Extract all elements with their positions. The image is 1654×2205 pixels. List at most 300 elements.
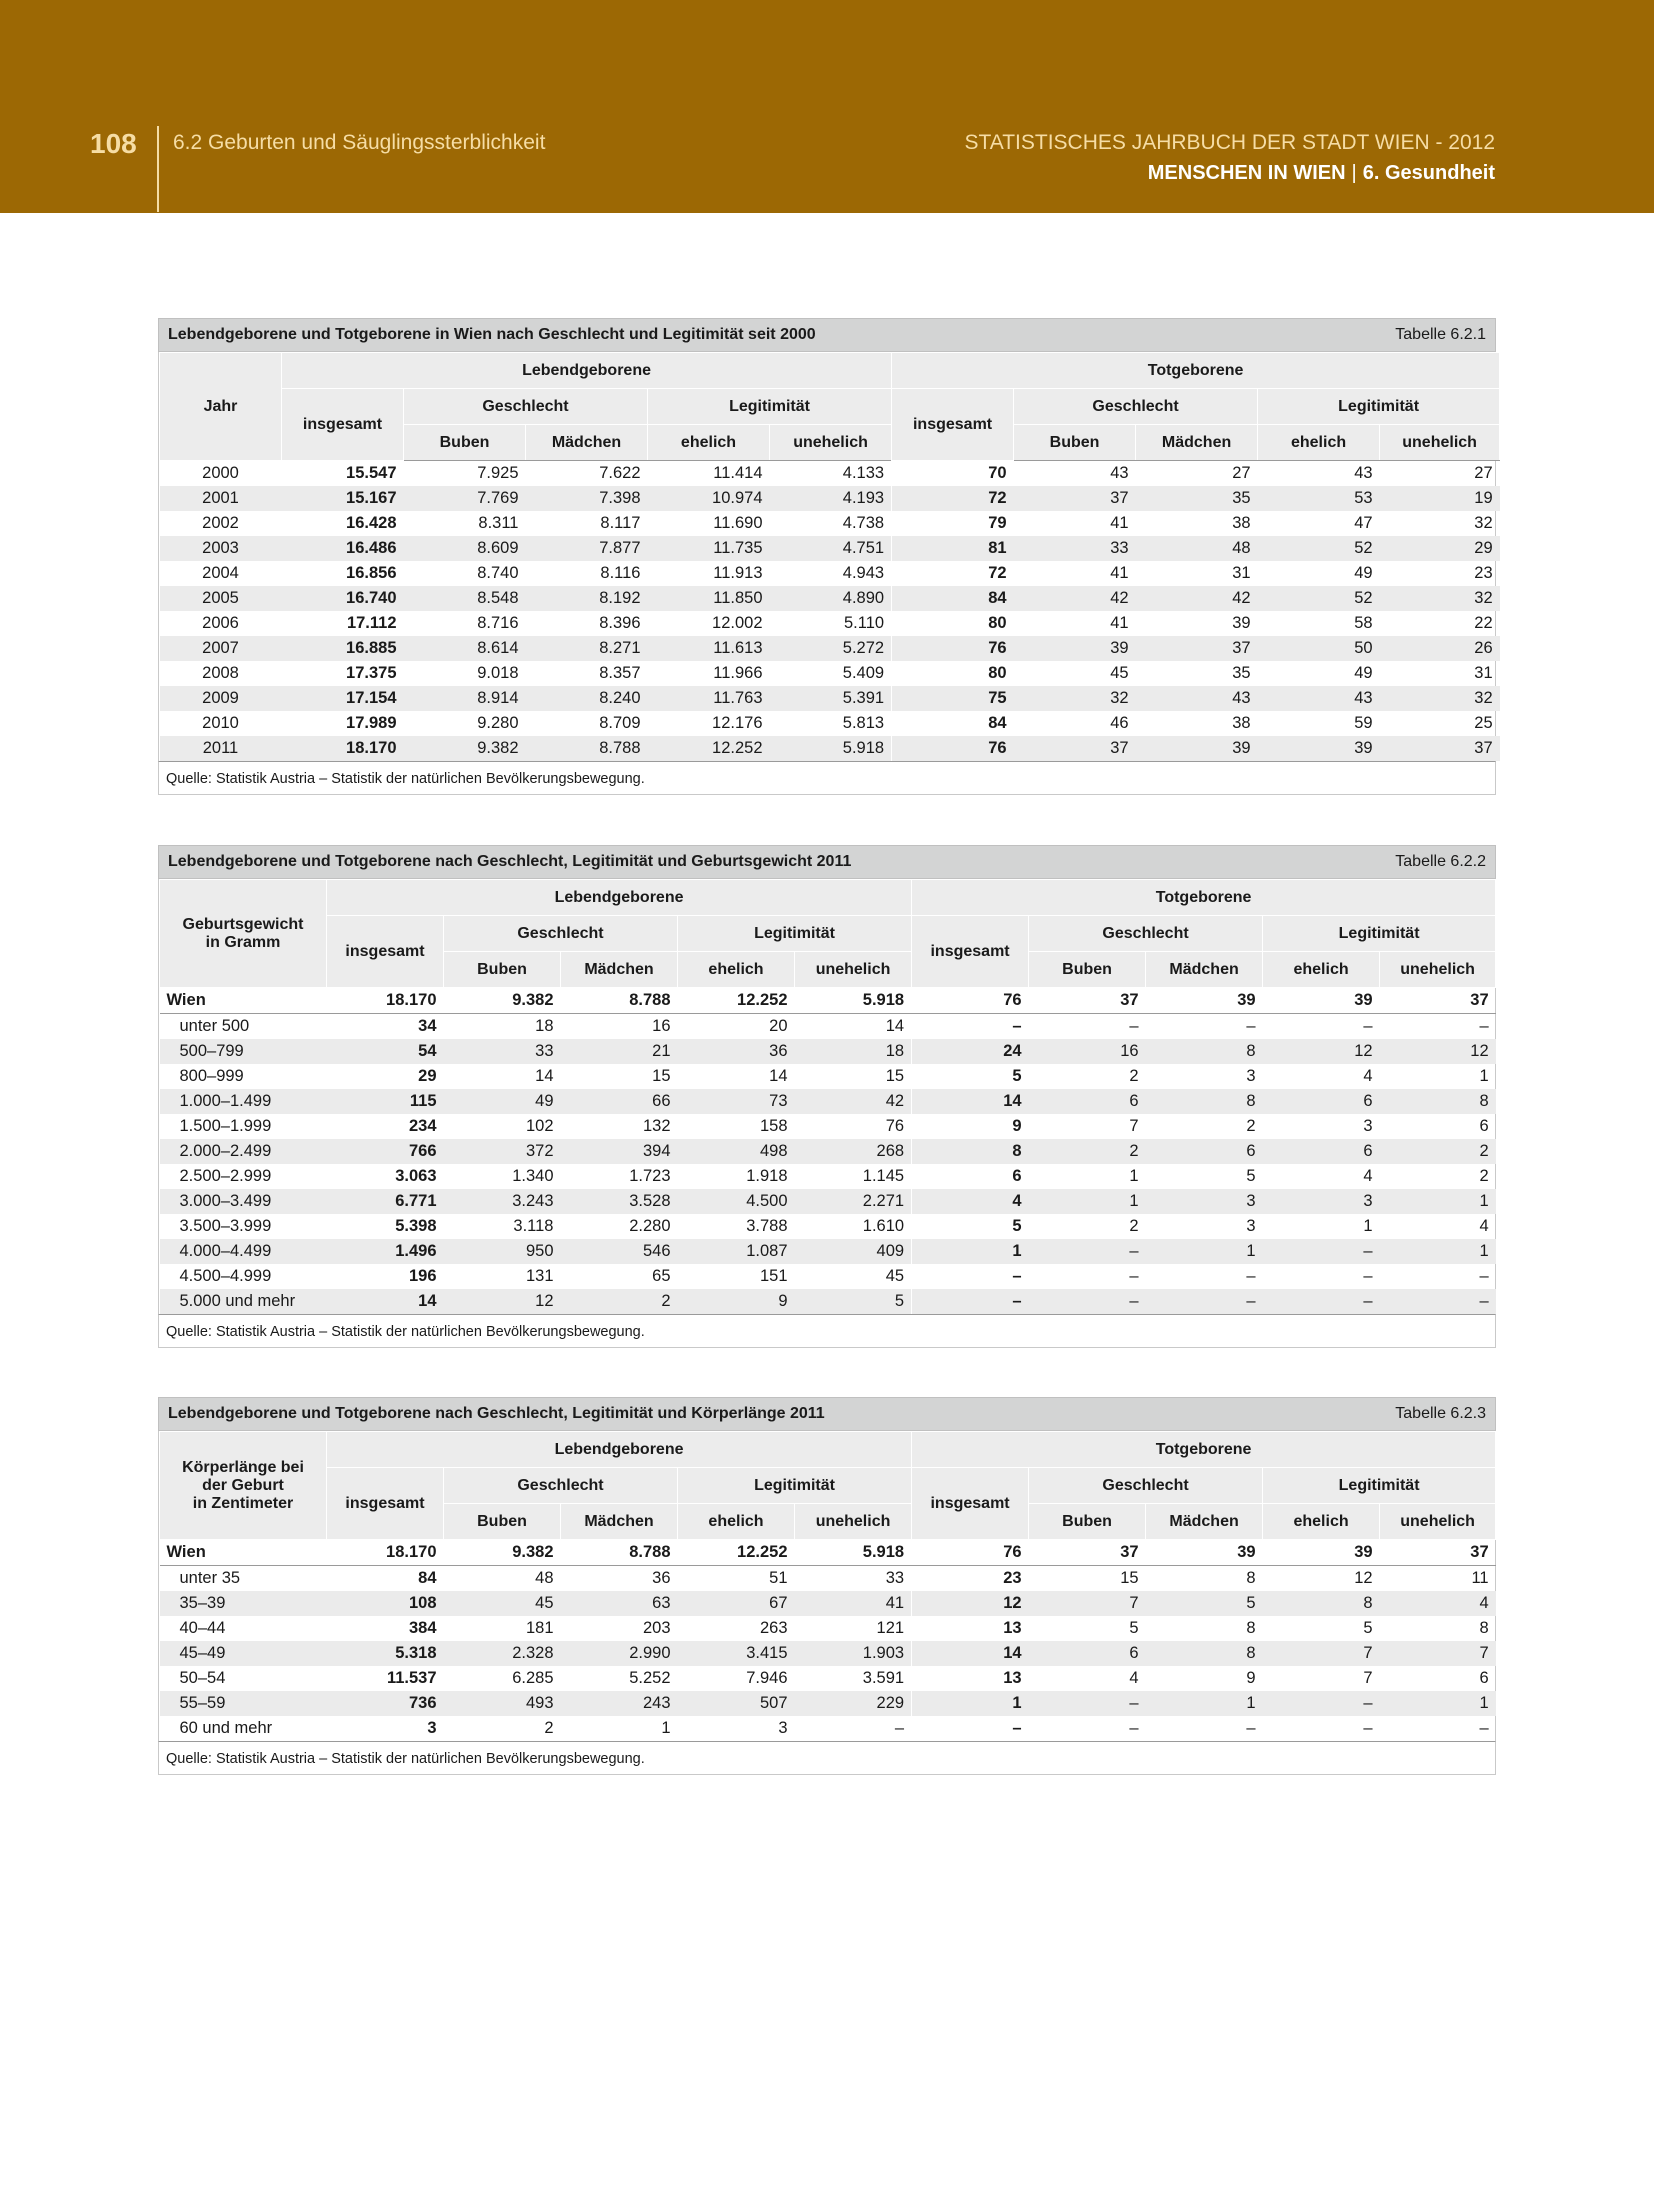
table-cell: 4 bbox=[1363, 1067, 1373, 1085]
table-cell: 2 bbox=[561, 1289, 678, 1314]
table-cell: 20 bbox=[769, 1017, 788, 1035]
table-cell: 38 bbox=[1232, 514, 1251, 532]
table-cell: 8.716 bbox=[477, 614, 519, 632]
row-header-line: Geburtsgewicht bbox=[182, 915, 304, 933]
table-row bbox=[160, 586, 1500, 611]
table-cell: 12.176 bbox=[712, 714, 763, 732]
row-label: 500–799 bbox=[160, 1039, 327, 1064]
page-number: 108 bbox=[90, 128, 137, 159]
table-row bbox=[160, 1566, 1496, 1592]
table-cell: 229 bbox=[795, 1691, 912, 1716]
table-cell: 17.154 bbox=[282, 686, 404, 711]
col-header-legitimitaet: Legitimität bbox=[678, 916, 912, 952]
table-cell: – bbox=[1380, 1289, 1496, 1314]
table-cell: 7 bbox=[1380, 1641, 1496, 1666]
table-cell: 8.788 bbox=[561, 1540, 678, 1566]
table-title-bar bbox=[158, 1397, 1496, 1431]
table-cell: – bbox=[1129, 1017, 1139, 1035]
table-cell: 5.918 bbox=[795, 1540, 912, 1566]
table-cell: 8.548 bbox=[404, 586, 526, 611]
table-cell: 39 bbox=[1146, 1540, 1263, 1566]
table-row bbox=[160, 561, 1500, 586]
table-cell: – bbox=[1029, 1691, 1146, 1716]
col-header-legitimitaet: Legitimität bbox=[1258, 389, 1500, 425]
table-row bbox=[160, 1716, 1496, 1741]
table-cell: 12.252 bbox=[648, 736, 770, 761]
table-cell: 16.740 bbox=[282, 586, 404, 611]
table-cell: 3.415 bbox=[678, 1641, 795, 1666]
col-header-legitimitaet: Legitimität bbox=[648, 389, 892, 425]
row-label: 3.500–3.999 bbox=[179, 1217, 272, 1235]
table-cell: 38 bbox=[1232, 714, 1251, 732]
row-label: 4.000–4.499 bbox=[160, 1239, 327, 1264]
table-cell: 15.547 bbox=[346, 464, 397, 482]
col-header-legitimitaet: Legitimität bbox=[678, 1468, 912, 1504]
table-cell: 52 bbox=[1258, 536, 1380, 561]
table-cell: – bbox=[1479, 1267, 1489, 1285]
table-cell: 1.610 bbox=[795, 1214, 912, 1239]
table-cell: 5.918 bbox=[795, 988, 912, 1014]
table-cell: 15 bbox=[652, 1067, 671, 1085]
table-cell: 8.271 bbox=[526, 636, 648, 661]
col-header-ehelich: ehelich bbox=[678, 1504, 795, 1540]
table-cell: 2.280 bbox=[629, 1217, 671, 1235]
table-cell: 26 bbox=[1380, 636, 1500, 661]
table-cell: 3 bbox=[427, 1719, 437, 1737]
table-cell: – bbox=[1129, 1719, 1139, 1737]
table-cell: 14 bbox=[769, 1067, 788, 1085]
table-cell: 39 bbox=[1014, 636, 1136, 661]
col-header-geschlecht: Geschlecht bbox=[444, 1468, 678, 1504]
col-header-koerperlaenge bbox=[160, 1432, 327, 1540]
table-cell: 12.252 bbox=[678, 988, 795, 1014]
table-cell: 1 bbox=[1380, 1691, 1496, 1716]
table-cell: 7.769 bbox=[404, 486, 526, 511]
table-row-total bbox=[160, 1540, 1496, 1566]
table-cell: 498 bbox=[678, 1139, 795, 1164]
col-header-insgesamt: insgesamt bbox=[892, 389, 1014, 461]
table-cell: 4.890 bbox=[770, 586, 892, 611]
table-row bbox=[160, 636, 1500, 661]
table-cell: 50 bbox=[1258, 636, 1380, 661]
table-row bbox=[160, 686, 1500, 711]
table-cell: 8.914 bbox=[404, 686, 526, 711]
table-cell: 11 bbox=[1471, 1569, 1489, 1587]
table-cell: 7 bbox=[1029, 1591, 1146, 1616]
table-cell: 1.723 bbox=[629, 1167, 671, 1185]
table-cell: 43 bbox=[1136, 686, 1258, 711]
col-header-unehelich: unehelich bbox=[770, 425, 892, 461]
table-cell: 1.918 bbox=[746, 1167, 788, 1185]
col-header-buben: Buben bbox=[1029, 952, 1146, 988]
table-cell: 17.375 bbox=[346, 664, 397, 682]
table-title: Lebendgeborene und Totgeborene nach Geschlecht, Legitimität und Körperlänge 2011 bbox=[168, 1405, 825, 1422]
table-row bbox=[160, 1666, 1496, 1691]
col-header-ehelich: ehelich bbox=[1258, 425, 1380, 461]
table-cell: – bbox=[1263, 1289, 1380, 1314]
table-cell: 2.328 bbox=[444, 1641, 561, 1666]
table-cell: 14 bbox=[795, 1014, 912, 1040]
row-label: 2002 bbox=[202, 514, 239, 532]
table-cell: 3.528 bbox=[561, 1189, 678, 1214]
row-label: 2009 bbox=[160, 686, 282, 711]
table-cell: 2 bbox=[544, 1719, 554, 1737]
table-cell: 5 bbox=[1129, 1619, 1139, 1637]
row-label: 2010 bbox=[202, 714, 239, 732]
table-cell: – bbox=[1263, 1239, 1380, 1264]
table-row bbox=[160, 611, 1500, 636]
table-cell: 1 bbox=[1146, 1691, 1263, 1716]
table-cell: 23 bbox=[1474, 564, 1493, 582]
table-cell: 1 bbox=[661, 1719, 671, 1737]
col-header-insgesamt: insgesamt bbox=[327, 916, 444, 988]
table-cell: 15.167 bbox=[282, 486, 404, 511]
table-cell: 1.087 bbox=[678, 1239, 795, 1264]
table-cell: 9.382 bbox=[404, 736, 526, 761]
table-cell: 9 bbox=[1012, 1117, 1022, 1135]
table-cell: 42 bbox=[1136, 586, 1258, 611]
table-cell: 11.414 bbox=[713, 464, 763, 482]
table-cell: 1 bbox=[1380, 1189, 1496, 1214]
table-row bbox=[160, 1264, 1496, 1289]
table-cell: 7.946 bbox=[746, 1669, 788, 1687]
table-cell: 52 bbox=[1258, 586, 1380, 611]
table-cell: 59 bbox=[1354, 714, 1373, 732]
table-cell: 58 bbox=[1354, 614, 1373, 632]
col-header-maedchen: Mädchen bbox=[526, 425, 648, 461]
table-cell: 6 bbox=[1029, 1089, 1146, 1114]
table-cell: 76 bbox=[912, 1540, 1029, 1566]
table-cell: 2.990 bbox=[561, 1641, 678, 1666]
col-header-maedchen: Mädchen bbox=[561, 952, 678, 988]
col-header-buben: Buben bbox=[1029, 1504, 1146, 1540]
table-cell: 11.735 bbox=[648, 536, 770, 561]
table-cell: 18 bbox=[535, 1017, 554, 1035]
table-cell: 84 bbox=[988, 714, 1007, 732]
table-cell: 32 bbox=[1474, 514, 1493, 532]
table-cell: 2.271 bbox=[795, 1189, 912, 1214]
table-cell: 8 bbox=[1146, 1039, 1263, 1064]
table-cell: 16.856 bbox=[346, 564, 397, 582]
table-cell: 33 bbox=[1014, 536, 1136, 561]
table-cell: 37 bbox=[1380, 988, 1496, 1014]
table-cell: 33 bbox=[795, 1566, 912, 1592]
table-cell: 1 bbox=[1029, 1189, 1146, 1214]
col-header-ehelich: ehelich bbox=[1263, 952, 1380, 988]
table-row bbox=[160, 1616, 1496, 1641]
table-cell: 3.243 bbox=[444, 1189, 561, 1214]
table-cell: – bbox=[1363, 1719, 1373, 1737]
table-cell: 2 bbox=[1380, 1139, 1496, 1164]
table-cell: 4.500 bbox=[678, 1189, 795, 1214]
table-cell: 72 bbox=[988, 564, 1007, 582]
col-header-insgesamt: insgesamt bbox=[282, 389, 404, 461]
table-cell: 4.751 bbox=[770, 536, 892, 561]
table-cell: 84 bbox=[892, 586, 1014, 611]
table-cell: 7.622 bbox=[599, 464, 641, 482]
table-cell: 35 bbox=[1136, 486, 1258, 511]
table-cell: 45 bbox=[444, 1591, 561, 1616]
table-row bbox=[160, 1189, 1496, 1214]
table-cell: 32 bbox=[1380, 686, 1500, 711]
table-cell: 8 bbox=[1263, 1591, 1380, 1616]
table-cell: 7.877 bbox=[526, 536, 648, 561]
col-header-unehelich: unehelich bbox=[795, 952, 912, 988]
table-row bbox=[160, 1591, 1496, 1616]
row-label: 35–39 bbox=[160, 1591, 327, 1616]
row-label: 55–59 bbox=[160, 1691, 327, 1716]
table-cell: 49 bbox=[1354, 564, 1373, 582]
data-table bbox=[159, 352, 1500, 761]
table-cell: 546 bbox=[561, 1239, 678, 1264]
table-cell: 12 bbox=[1263, 1039, 1380, 1064]
row-label: unter 35 bbox=[179, 1569, 241, 1587]
table-cell: 31 bbox=[1474, 664, 1493, 682]
table-cell: – bbox=[1029, 1239, 1146, 1264]
table-cell: 12 bbox=[912, 1591, 1029, 1616]
source-note: Quelle: Statistik Austria – Statistik der natürlichen Bevölkerungsbewegung. bbox=[158, 1741, 1496, 1775]
table-cell: 80 bbox=[988, 614, 1007, 632]
table-cell: 394 bbox=[561, 1139, 678, 1164]
chapter-part-b: 6. Gesundheit bbox=[1362, 162, 1495, 184]
row-label: 2.500–2.999 bbox=[179, 1167, 272, 1185]
table-cell: 8 bbox=[912, 1139, 1029, 1164]
row-label: 3.000–3.499 bbox=[160, 1189, 327, 1214]
row-label: 2011 bbox=[160, 736, 282, 761]
table-cell: 4 bbox=[912, 1189, 1029, 1214]
table-cell: 1 bbox=[1363, 1217, 1373, 1235]
table-row bbox=[160, 1114, 1496, 1139]
col-header-ehelich: ehelich bbox=[678, 952, 795, 988]
chapter-title bbox=[1148, 162, 1495, 185]
table-title-bar bbox=[158, 318, 1496, 352]
col-header-maedchen: Mädchen bbox=[1136, 425, 1258, 461]
row-label: 2003 bbox=[160, 536, 282, 561]
table-cell: 33 bbox=[444, 1039, 561, 1064]
table-cell: 158 bbox=[759, 1117, 788, 1135]
table-cell: 8.357 bbox=[599, 664, 641, 682]
table-cell: 5 bbox=[795, 1289, 912, 1314]
row-label: Wien bbox=[160, 988, 327, 1014]
row-label: 2004 bbox=[202, 564, 239, 582]
table-cell: 6.771 bbox=[327, 1189, 444, 1214]
table-cell: 8 bbox=[1479, 1619, 1489, 1637]
table-cell: 54 bbox=[327, 1039, 444, 1064]
table-cell: 14 bbox=[912, 1641, 1029, 1666]
table-cell: 8.396 bbox=[599, 614, 641, 632]
table-cell: 9.382 bbox=[444, 988, 561, 1014]
table-cell: 19 bbox=[1380, 486, 1500, 511]
table-cell: 37 bbox=[1380, 1540, 1496, 1566]
table-cell: 23 bbox=[1003, 1569, 1022, 1587]
table-cell: 4 bbox=[1380, 1591, 1496, 1616]
table-cell: 18.170 bbox=[327, 988, 444, 1014]
col-header-tot: Totgeborene bbox=[892, 353, 1500, 389]
table-cell: 766 bbox=[327, 1139, 444, 1164]
table-cell: 3 bbox=[1246, 1067, 1256, 1085]
table-row bbox=[160, 461, 1500, 487]
table-cell: 5 bbox=[1146, 1591, 1263, 1616]
table-cell: 3 bbox=[1246, 1217, 1256, 1235]
col-header-lebend: Lebendgeborene bbox=[282, 353, 892, 389]
col-header-buben: Buben bbox=[444, 1504, 561, 1540]
table-cell: 8.740 bbox=[477, 564, 519, 582]
table-cell: 1.145 bbox=[795, 1164, 912, 1189]
table-cell: 6 bbox=[1479, 1117, 1489, 1135]
table-cell: 12 bbox=[1380, 1039, 1496, 1064]
table-cell: 49 bbox=[1354, 664, 1373, 682]
col-header-buben: Buben bbox=[404, 425, 526, 461]
col-header-geschlecht: Geschlecht bbox=[1029, 1468, 1263, 1504]
table-cell: 41 bbox=[1110, 514, 1129, 532]
col-header-unehelich: unehelich bbox=[1380, 1504, 1496, 1540]
table-cell: 1.903 bbox=[795, 1641, 912, 1666]
table-cell: 12.252 bbox=[678, 1540, 795, 1566]
table-cell: 3.591 bbox=[795, 1666, 912, 1691]
table-cell: 6.285 bbox=[512, 1669, 554, 1687]
table-cell: 11.613 bbox=[648, 636, 770, 661]
row-label: 1.500–1.999 bbox=[179, 1117, 272, 1135]
table-cell: 16 bbox=[652, 1017, 671, 1035]
table-cell: 5.318 bbox=[327, 1641, 444, 1666]
table-cell: 43 bbox=[1354, 464, 1373, 482]
table-cell: 7.398 bbox=[526, 486, 648, 511]
table-cell: 65 bbox=[652, 1267, 671, 1285]
table-cell: 8 bbox=[1246, 1569, 1256, 1587]
table-cell: 11.690 bbox=[713, 514, 763, 532]
table-cell: 1 bbox=[912, 1239, 1029, 1264]
table-cell: 132 bbox=[642, 1117, 671, 1135]
table-cell: 76 bbox=[795, 1114, 912, 1139]
table-cell: 8.192 bbox=[526, 586, 648, 611]
table-cell: 5.110 bbox=[770, 611, 892, 636]
header-divider bbox=[157, 126, 159, 212]
table-cell: 151 bbox=[759, 1267, 788, 1285]
table-cell: 81 bbox=[892, 536, 1014, 561]
table-cell: 6 bbox=[1012, 1167, 1022, 1185]
table-cell: 39 bbox=[1263, 1540, 1380, 1566]
table-cell: 4 bbox=[1363, 1167, 1373, 1185]
table-cell: 24 bbox=[912, 1039, 1029, 1064]
table-cell: 48 bbox=[1136, 536, 1258, 561]
col-header-geburtsgewicht bbox=[160, 880, 327, 988]
table-cell: 39 bbox=[1232, 614, 1251, 632]
table-number: Tabelle 6.2.1 bbox=[1395, 326, 1486, 343]
table-cell: 80 bbox=[988, 664, 1007, 682]
table-row bbox=[160, 1214, 1496, 1239]
table-cell: 5 bbox=[1246, 1167, 1256, 1185]
row-label: 4.500–4.999 bbox=[179, 1267, 272, 1285]
table-cell: 14 bbox=[327, 1289, 444, 1314]
table-cell: 181 bbox=[525, 1619, 554, 1637]
row-label: 2006 bbox=[202, 614, 239, 632]
table-cell: 9.382 bbox=[444, 1540, 561, 1566]
table-cell: 42 bbox=[795, 1089, 912, 1114]
page-header bbox=[0, 0, 1654, 213]
table-row bbox=[160, 1691, 1496, 1716]
table-cell: 8 bbox=[1146, 1641, 1263, 1666]
table-cell: 9 bbox=[1246, 1669, 1256, 1687]
table-cell: 3 bbox=[1146, 1189, 1263, 1214]
table-cell: 9.018 bbox=[477, 664, 519, 682]
table-cell: 37 bbox=[1014, 736, 1136, 761]
table-cell: 6 bbox=[1263, 1139, 1380, 1164]
table-cell: 27 bbox=[1474, 464, 1493, 482]
table-row bbox=[160, 1064, 1496, 1089]
col-header-insgesamt: insgesamt bbox=[912, 1468, 1029, 1540]
table-cell: 67 bbox=[678, 1591, 795, 1616]
table-body bbox=[160, 461, 1500, 762]
col-header-buben: Buben bbox=[1014, 425, 1136, 461]
table-title: Lebendgeborene und Totgeborene in Wien nach Geschlecht und Legitimität seit 2000 bbox=[168, 326, 816, 343]
table-cell: 16.428 bbox=[346, 514, 397, 532]
col-header-lebend: Lebendgeborene bbox=[327, 1432, 912, 1468]
chapter-part-a: MENSCHEN IN WIEN bbox=[1147, 162, 1346, 184]
table-cell: 102 bbox=[525, 1117, 554, 1135]
table-cell: – bbox=[1129, 1267, 1139, 1285]
col-header-geschlecht: Geschlecht bbox=[1029, 916, 1263, 952]
table-cell: 6 bbox=[1263, 1089, 1380, 1114]
table-number: Tabelle 6.2.3 bbox=[1395, 1405, 1486, 1422]
table-cell: 41 bbox=[1110, 564, 1129, 582]
table-cell: 507 bbox=[678, 1691, 795, 1716]
table-cell: 243 bbox=[561, 1691, 678, 1716]
table-cell: 1.496 bbox=[327, 1239, 444, 1264]
table-cell: 1 bbox=[912, 1691, 1029, 1716]
table-row bbox=[160, 536, 1500, 561]
table-cell: – bbox=[1363, 1267, 1373, 1285]
table-cell: 7 bbox=[1363, 1669, 1373, 1687]
table-cell: 4 bbox=[1129, 1669, 1139, 1687]
table-cell: 115 bbox=[327, 1089, 444, 1114]
table-cell: 16 bbox=[1029, 1039, 1146, 1064]
data-table bbox=[159, 1431, 1496, 1741]
table-cell: 2 bbox=[1129, 1067, 1139, 1085]
table-cell: 5.272 bbox=[770, 636, 892, 661]
table-cell: 25 bbox=[1474, 714, 1493, 732]
table-cell: 10.974 bbox=[648, 486, 770, 511]
col-header-unehelich: unehelich bbox=[795, 1504, 912, 1540]
table-cell: 76 bbox=[892, 736, 1014, 761]
row-header-line: Körperlänge bei bbox=[182, 1458, 304, 1476]
table-cell: 8.609 bbox=[404, 536, 526, 561]
table-cell: 17.112 bbox=[346, 614, 397, 632]
table-cell: 5.252 bbox=[629, 1669, 671, 1687]
table-cell: 72 bbox=[892, 486, 1014, 511]
table-cell: 16.486 bbox=[282, 536, 404, 561]
table-cell: 3.788 bbox=[746, 1217, 788, 1235]
table-cell: 3 bbox=[1263, 1189, 1380, 1214]
table-cell: 2 bbox=[1029, 1139, 1146, 1164]
row-label: Wien bbox=[160, 1540, 327, 1566]
table-body bbox=[160, 1540, 1496, 1742]
table-cell: 3.063 bbox=[395, 1167, 437, 1185]
table-row bbox=[160, 711, 1500, 736]
table-cell: 108 bbox=[327, 1591, 444, 1616]
table-cell: 84 bbox=[418, 1569, 437, 1587]
table-cell: – bbox=[1029, 1289, 1146, 1314]
table-cell: 11.913 bbox=[713, 564, 763, 582]
table-cell: 5.918 bbox=[770, 736, 892, 761]
table-cell: 196 bbox=[408, 1267, 437, 1285]
table-cell: 34 bbox=[418, 1017, 437, 1035]
table-cell: 14 bbox=[912, 1089, 1029, 1114]
table-cell: 8 bbox=[1146, 1089, 1263, 1114]
table-cell: – bbox=[795, 1716, 912, 1741]
table-row bbox=[160, 1289, 1496, 1314]
col-header-buben: Buben bbox=[444, 952, 561, 988]
col-header-ehelich: ehelich bbox=[1263, 1504, 1380, 1540]
